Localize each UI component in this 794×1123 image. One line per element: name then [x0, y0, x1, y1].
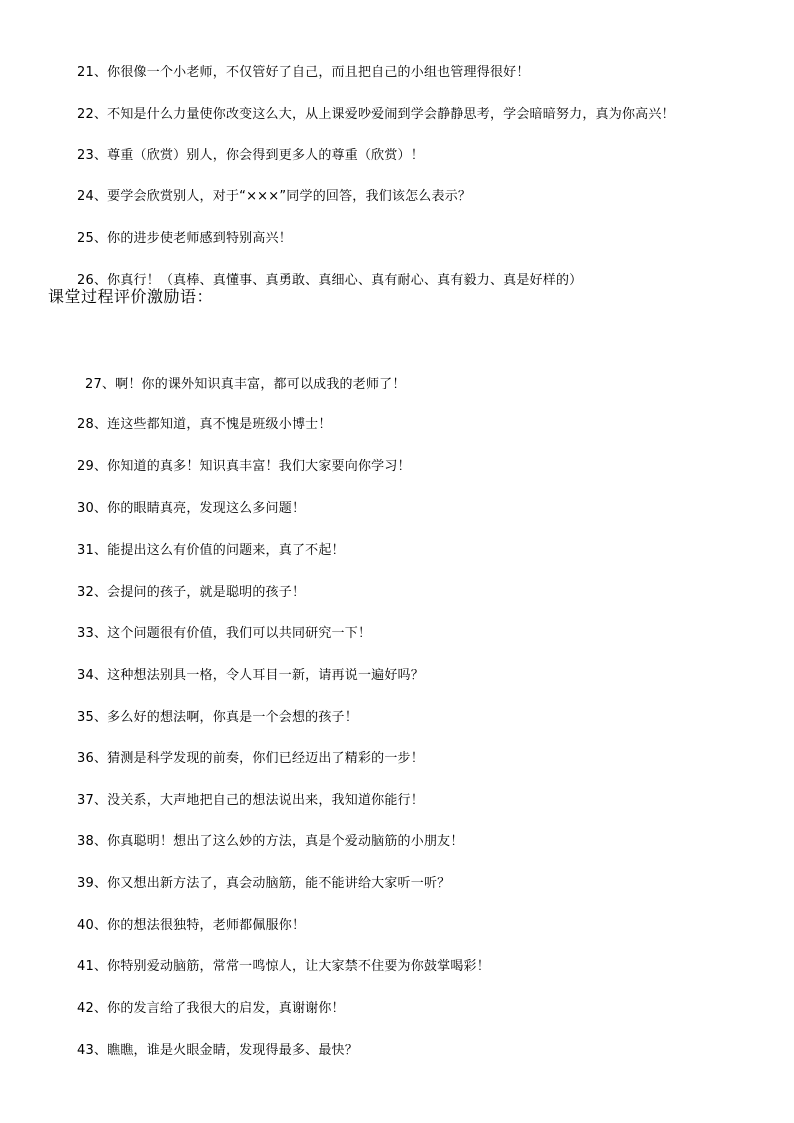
praise-item-25: 25、你的进步使老师感到特别高兴！ [77, 231, 292, 246]
praise-item-24: 24、要学会欣赏别人，对于“×××”同学的回答，我们该怎么表示？ [77, 189, 472, 204]
praise-item-41: 41、你特别爱动脑筋，常常一鸣惊人，让大家禁不住要为你鼓掌喝彩！ [77, 959, 490, 974]
praise-item-29: 29、你知道的真多！知识真丰富！我们大家要向你学习！ [77, 459, 411, 474]
praise-item-21: 21、你很像一个小老师，不仅管好了自己，而且把自己的小组也管理得很好！ [77, 65, 530, 80]
praise-item-39: 39、你又想出新方法了，真会动脑筋，能不能讲给大家听一听？ [77, 876, 451, 891]
praise-item-28: 28、连这些都知道，真不愧是班级小博士！ [77, 417, 332, 432]
praise-item-23: 23、尊重（欣赏）别人，你会得到更多人的尊重（欣赏）！ [77, 148, 424, 163]
praise-item-22: 22、不知是什么力量使你改变这么大，从上课爱吵爱闹到学会静静思考，学会暗暗努力，真为你高兴！ [77, 107, 675, 122]
praise-item-26: 26、你真行！（真棒、真懂事、真勇敢、真细心、真有耐心、真有毅力、真是好样的） [77, 273, 583, 288]
praise-item-34: 34、这种想法别具一格，令人耳目一新，请再说一遍好吗？ [77, 668, 424, 683]
praise-item-38: 38、你真聪明！想出了这么妙的方法，真是个爱动脑筋的小朋友！ [77, 834, 464, 849]
praise-item-43: 43、瞧瞧，谁是火眼金睛，发现得最多、最快？ [77, 1043, 358, 1058]
section-heading: 课堂过程评价激励语： [48, 287, 214, 306]
praise-item-33: 33、这个问题很有价值，我们可以共同研究一下！ [77, 626, 372, 641]
praise-item-40: 40、你的想法很独特，老师都佩服你！ [77, 918, 306, 933]
praise-item-42: 42、你的发言给了我很大的启发，真谢谢你！ [77, 1001, 345, 1016]
praise-item-32: 32、会提问的孩子，就是聪明的孩子！ [77, 585, 306, 600]
praise-item-36: 36、猜测是科学发现的前奏，你们已经迈出了精彩的一步！ [77, 751, 424, 766]
praise-item-31: 31、能提出这么有价值的问题来，真了不起！ [77, 543, 345, 558]
praise-item-27: 27、啊！你的课外知识真丰富，都可以成我的老师了！ [85, 377, 406, 392]
praise-item-30: 30、你的眼睛真亮，发现这么多问题！ [77, 501, 306, 516]
praise-item-37: 37、没关系，大声地把自己的想法说出来，我知道你能行！ [77, 793, 424, 808]
praise-item-35: 35、多么好的想法啊，你真是一个会想的孩子！ [77, 710, 358, 725]
